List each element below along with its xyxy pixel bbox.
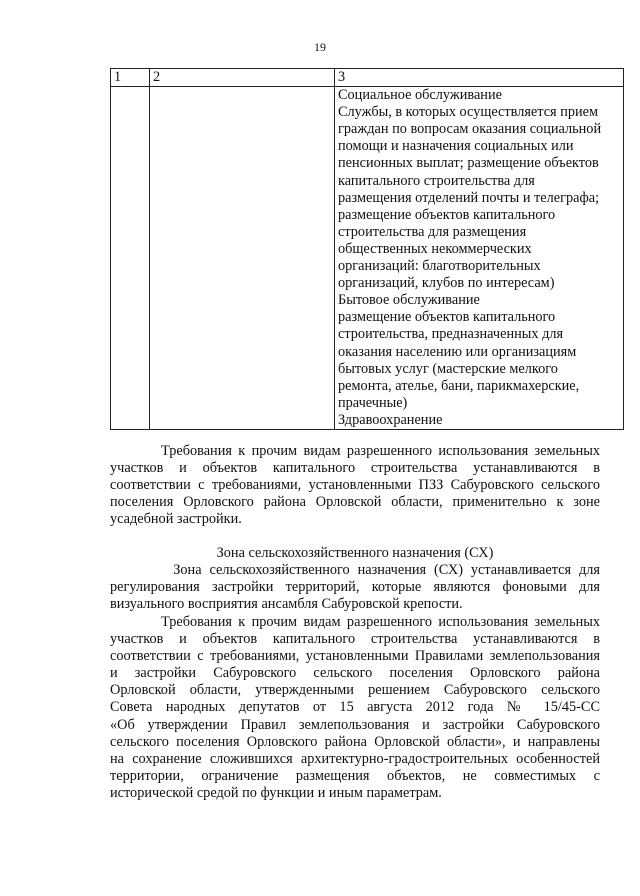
table-cell-line: организаций: благотворительных (338, 258, 541, 275)
table-cell-line: помощи и назначения социальных или (338, 138, 574, 155)
table-cell-col-2 (150, 87, 335, 430)
paragraph-requirements-rules (110, 614, 600, 802)
table-cell-line: оказания населению или организациям (338, 343, 577, 360)
table-cell-line: Здравоохранение (338, 411, 443, 428)
paragraph-line: «Об утверждении Правил землепользования и застройки Сабуровского (110, 716, 600, 733)
table-cell-line: прачечные) (338, 394, 408, 411)
paragraph-zone-description (110, 562, 600, 613)
table-cell-line: пенсионных выплат; размещение объектов (338, 155, 599, 172)
paragraph-line: Совета народных депутатов от 15 августа 2012 года № 15/45-СС (110, 699, 600, 716)
paragraph-line: на сохранение сложившихся архитектурно-градостроительных особенностей (110, 750, 600, 767)
paragraph-line: поселения Орловского района Орловской области, применительно к зоне (110, 494, 600, 511)
table-header-col-2: 2 (150, 69, 335, 87)
paragraph-line: соответствии с требованиями, установленными Правилами землепользования (110, 648, 600, 665)
paragraph-line: и застройки Сабуровского сельского поселения Орловского района (110, 665, 600, 682)
paragraph-line: исторической средой по функции и иным параметрам. (110, 784, 442, 801)
table-header-row (111, 69, 624, 87)
paragraph-line: Зона сельскохозяйственного назначения (СХ) устанавливается для (110, 562, 600, 578)
table-cell-line: строительства, предназначенных для (338, 326, 564, 343)
paragraph-line: Орловской области, утвержденными решением Сабуровского сельского (110, 682, 600, 699)
paragraph-line: территории, ограничение размещения объектов, не совместимых с (110, 767, 600, 784)
table-cell-col-3 (335, 87, 624, 430)
paragraph-line: визуального восприятия ансамбля Сабуровской крепости. (110, 596, 463, 613)
table-cell-line: Социальное обслуживание (338, 87, 502, 104)
section-heading: Зона сельскохозяйственного назначения (СХ) (216, 545, 494, 561)
table-cell-line: размещение объектов капитального (338, 206, 556, 223)
table-cell-line: размещение объектов капитального (338, 309, 556, 326)
table-cell-line: Службы, в которых осуществляется прием (338, 104, 599, 121)
table-cell-line: Бытовое обслуживание (338, 292, 480, 309)
page-number: 19 (314, 40, 326, 54)
table-cell-line: строительства для размещения (338, 223, 527, 240)
table-cell-line: граждан по вопросам оказания социальной (338, 121, 602, 138)
paragraph-line: соответствии с требованиями, установленными ПЗЗ Сабуровского сельского (110, 477, 600, 494)
table-cell-col-1 (111, 87, 150, 430)
table-header-col-1: 1 (111, 69, 150, 87)
table-cell-line: ремонта, ателье, бани, парикмахерские, (338, 377, 580, 394)
paragraph-requirements-zone (110, 443, 600, 528)
paragraph-line: регулирования застройки территорий, которые являются фоновыми для (110, 579, 600, 596)
paragraph-line: Требования к прочим видам разрешенного использования земельных (110, 614, 600, 630)
paragraph-line: участков и объектов капитального строительства устанавливаются в (110, 460, 600, 477)
table-cell-line: общественных некоммерческих (338, 240, 532, 257)
paragraph-line: сельского поселения Орловского района Орловской области», и направлены (110, 733, 600, 750)
table-row (111, 87, 624, 430)
table-cell-line: размещения отделений почты и телеграфа; (338, 189, 600, 206)
table-cell-line: капитального строительства для (338, 172, 535, 189)
paragraph-line: участков и объектов капитального строительства устанавливаются в (110, 631, 600, 648)
table-cell-line: бытовых услуг (мастерские мелкого (338, 360, 558, 377)
paragraph-line: Требования к прочим видам разрешенного использования земельных (110, 443, 600, 459)
table-cell-line: организаций, клубов по интересам) (338, 275, 555, 292)
table-header-col-3: 3 (335, 69, 624, 87)
paragraph-line: усадебной застройки. (110, 511, 242, 528)
document-table (110, 68, 624, 430)
